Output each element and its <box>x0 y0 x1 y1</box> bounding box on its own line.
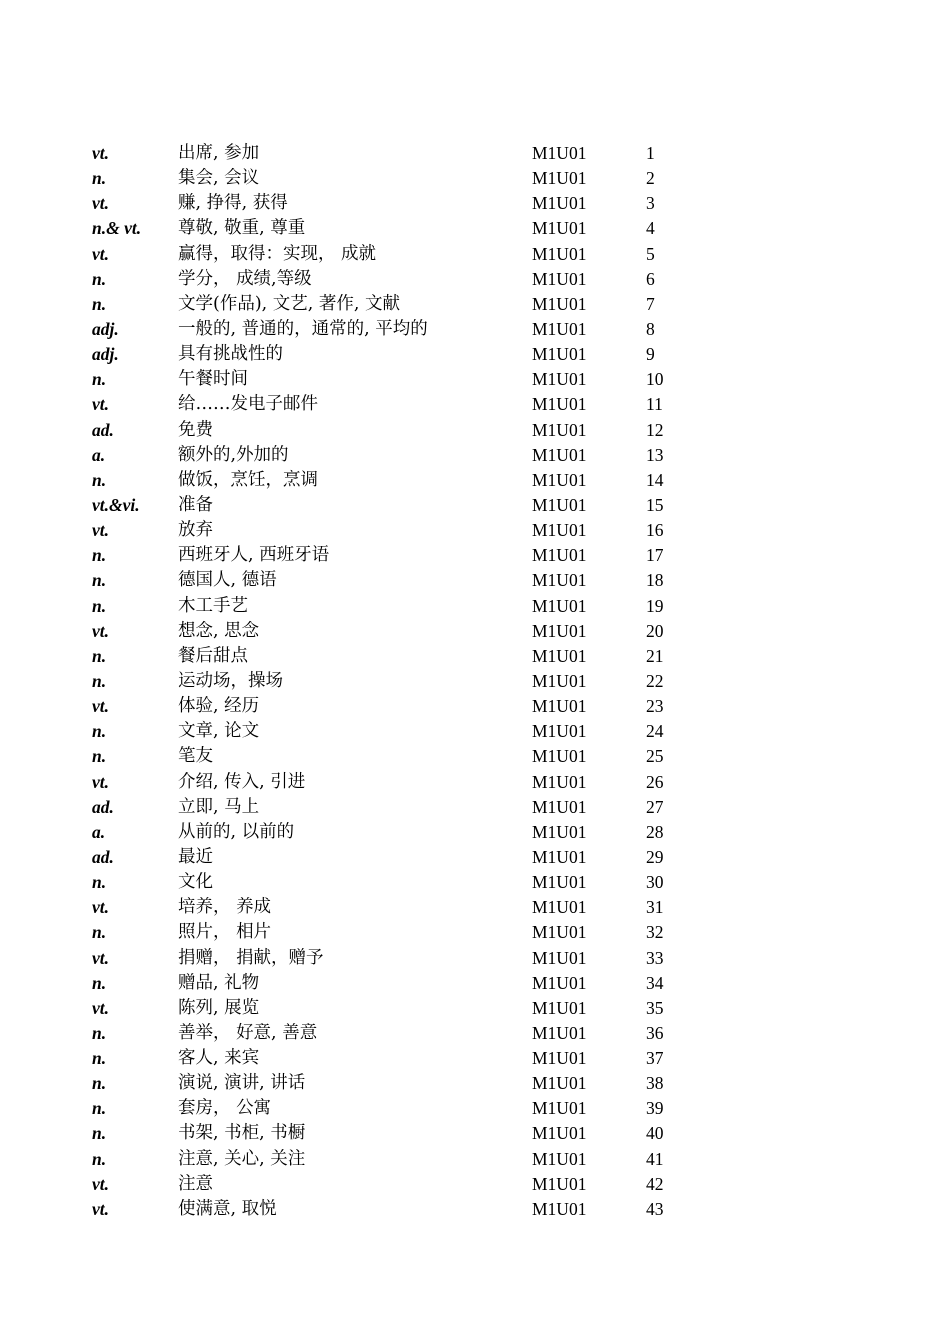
meaning-cell: 运动场，操场 <box>178 670 283 691</box>
row-number-cell: 31 <box>646 897 664 918</box>
unit-cell: M1U01 <box>532 846 587 867</box>
unit-cell: M1U01 <box>532 369 587 390</box>
unit-cell: M1U01 <box>532 821 587 842</box>
meaning-cell: 赢得，取得：实现， 成就 <box>178 243 377 264</box>
unit-cell: M1U01 <box>532 1198 587 1219</box>
part-of-speech-cell: n. <box>92 1123 107 1144</box>
table-row <box>0 795 950 820</box>
part-of-speech-cell: n. <box>92 972 107 993</box>
row-number-cell: 25 <box>646 746 664 767</box>
meaning-cell: 照片， 相片 <box>178 922 272 943</box>
meaning-cell: 善举， 好意, 善意 <box>178 1022 318 1043</box>
part-of-speech-cell: n. <box>92 469 107 490</box>
row-number-cell: 22 <box>646 670 664 691</box>
row-number-cell: 14 <box>646 469 664 490</box>
unit-cell: M1U01 <box>532 268 587 289</box>
row-number-cell: 1 <box>646 143 655 163</box>
meaning-cell: 准备 <box>178 494 213 515</box>
unit-cell: M1U01 <box>532 494 587 515</box>
row-number-cell: 26 <box>646 771 664 792</box>
part-of-speech-cell: vt. <box>92 897 110 918</box>
meaning-cell: 演说, 演讲, 讲话 <box>178 1073 306 1094</box>
part-of-speech-cell: vt. <box>92 520 110 541</box>
part-of-speech-cell: n. <box>92 670 107 691</box>
row-number-cell: 16 <box>646 520 664 541</box>
part-of-speech-cell: n. <box>92 570 107 591</box>
part-of-speech-cell: vt.&vi. <box>92 494 140 515</box>
table-row <box>0 895 950 920</box>
part-of-speech-cell: n. <box>92 746 107 767</box>
meaning-cell: 套房， 公寓 <box>178 1098 272 1119</box>
unit-cell: M1U01 <box>532 1073 587 1094</box>
meaning-cell: 注意 <box>178 1173 213 1194</box>
meaning-cell: 捐赠， 捐献，赠予 <box>178 947 324 968</box>
part-of-speech-cell: vt. <box>92 1198 110 1219</box>
part-of-speech-cell: vt. <box>92 771 110 792</box>
unit-cell: M1U01 <box>532 318 587 339</box>
unit-cell: M1U01 <box>532 545 587 566</box>
unit-cell: M1U01 <box>532 570 587 591</box>
part-of-speech-cell: vt. <box>92 1173 110 1194</box>
row-number-cell: 8 <box>646 318 655 339</box>
meaning-cell: 额外的,外加的 <box>178 444 289 465</box>
meaning-cell: 餐后甜点 <box>178 645 248 666</box>
table-row <box>0 1096 950 1121</box>
meaning-cell: 注意, 关心, 关注 <box>178 1148 306 1169</box>
row-number-cell: 13 <box>646 444 664 465</box>
meaning-cell: 体验, 经历 <box>178 696 260 717</box>
table-row <box>0 1121 950 1146</box>
unit-cell: M1U01 <box>532 796 587 817</box>
row-number-cell: 33 <box>646 947 664 968</box>
table-row <box>0 1021 950 1046</box>
meaning-cell: 给……发电子邮件 <box>178 394 318 415</box>
part-of-speech-cell: ad. <box>92 846 114 867</box>
unit-cell: M1U01 <box>532 922 587 943</box>
vocabulary-table <box>0 141 950 1222</box>
row-number-cell: 27 <box>646 796 664 817</box>
row-number-cell: 17 <box>646 545 664 566</box>
table-row <box>0 820 950 845</box>
meaning-cell: 从前的, 以前的 <box>178 821 295 842</box>
unit-cell: M1U01 <box>532 897 587 918</box>
unit-cell: M1U01 <box>532 1048 587 1069</box>
row-number-cell: 12 <box>646 419 664 440</box>
meaning-cell: 西班牙人, 西班牙语 <box>178 545 330 566</box>
meaning-cell: 免费 <box>178 419 213 440</box>
table-row <box>0 443 950 468</box>
unit-cell: M1U01 <box>532 997 587 1018</box>
meaning-cell: 做饭，烹饪，烹调 <box>178 469 318 490</box>
part-of-speech-cell: n. <box>92 721 107 742</box>
meaning-cell: 陈列, 展览 <box>178 997 260 1018</box>
row-number-cell: 3 <box>646 193 655 214</box>
unit-cell: M1U01 <box>532 947 587 968</box>
row-number-cell: 18 <box>646 570 664 591</box>
part-of-speech-cell: n. <box>92 293 107 314</box>
part-of-speech-cell: vt. <box>92 143 110 163</box>
table-row <box>0 669 950 694</box>
part-of-speech-cell: n. <box>92 369 107 390</box>
table-row <box>0 770 950 795</box>
table-row <box>0 744 950 769</box>
meaning-cell: 午餐时间 <box>178 369 248 390</box>
part-of-speech-cell: vt. <box>92 394 110 415</box>
table-row <box>0 870 950 895</box>
part-of-speech-cell: n. <box>92 595 107 616</box>
table-row <box>0 191 950 216</box>
unit-cell: M1U01 <box>532 1148 587 1169</box>
meaning-cell: 一般的, 普通的，通常的, 平均的 <box>178 318 428 339</box>
unit-cell: M1U01 <box>532 746 587 767</box>
part-of-speech-cell: vt. <box>92 947 110 968</box>
table-row <box>0 644 950 669</box>
part-of-speech-cell: n. <box>92 545 107 566</box>
table-row <box>0 845 950 870</box>
table-row <box>0 518 950 543</box>
unit-cell: M1U01 <box>532 1098 587 1119</box>
meaning-cell: 文章, 论文 <box>178 721 260 742</box>
part-of-speech-cell: vt. <box>92 696 110 717</box>
part-of-speech-cell: vt. <box>92 243 110 264</box>
part-of-speech-cell: n. <box>92 1148 107 1169</box>
row-number-cell: 2 <box>646 168 655 189</box>
part-of-speech-cell: vt. <box>92 997 110 1018</box>
meaning-cell: 德国人, 德语 <box>178 570 277 591</box>
unit-cell: M1U01 <box>532 444 587 465</box>
table-row <box>0 1071 950 1096</box>
table-row <box>0 920 950 945</box>
table-row <box>0 166 950 191</box>
part-of-speech-cell: n. <box>92 1098 107 1119</box>
table-row <box>0 317 950 342</box>
row-number-cell: 5 <box>646 243 655 264</box>
unit-cell: M1U01 <box>532 143 587 163</box>
meaning-cell: 放弃 <box>178 520 213 541</box>
meaning-cell: 书架, 书柜, 书橱 <box>178 1123 306 1144</box>
row-number-cell: 23 <box>646 696 664 717</box>
table-row <box>0 1197 950 1222</box>
unit-cell: M1U01 <box>532 1022 587 1043</box>
part-of-speech-cell: n. <box>92 1048 107 1069</box>
row-number-cell: 19 <box>646 595 664 616</box>
meaning-cell: 介绍, 传入, 引进 <box>178 771 306 792</box>
unit-cell: M1U01 <box>532 696 587 717</box>
row-number-cell: 35 <box>646 997 664 1018</box>
meaning-cell: 笔友 <box>178 746 213 767</box>
unit-cell: M1U01 <box>532 394 587 415</box>
meaning-cell: 文化 <box>178 872 213 893</box>
part-of-speech-cell: ad. <box>92 796 114 817</box>
row-number-cell: 15 <box>646 494 664 515</box>
unit-cell: M1U01 <box>532 972 587 993</box>
row-number-cell: 28 <box>646 821 664 842</box>
meaning-cell: 文学(作品), 文艺, 著作, 文献 <box>178 293 401 314</box>
unit-cell: M1U01 <box>532 670 587 691</box>
table-row <box>0 418 950 443</box>
part-of-speech-cell: n. <box>92 268 107 289</box>
row-number-cell: 41 <box>646 1148 664 1169</box>
unit-cell: M1U01 <box>532 469 587 490</box>
unit-cell: M1U01 <box>532 645 587 666</box>
table-row <box>0 619 950 644</box>
meaning-cell: 立即, 马上 <box>178 796 260 817</box>
unit-cell: M1U01 <box>532 193 587 214</box>
unit-cell: M1U01 <box>532 293 587 314</box>
row-number-cell: 37 <box>646 1048 664 1069</box>
part-of-speech-cell: a. <box>92 821 106 842</box>
part-of-speech-cell: a. <box>92 444 106 465</box>
part-of-speech-cell: ad. <box>92 419 114 440</box>
meaning-cell: 想念, 思念 <box>178 620 260 641</box>
table-row <box>0 971 950 996</box>
table-row <box>0 267 950 292</box>
unit-cell: M1U01 <box>532 771 587 792</box>
row-number-cell: 38 <box>646 1073 664 1094</box>
row-number-cell: 29 <box>646 846 664 867</box>
row-number-cell: 6 <box>646 268 655 289</box>
table-row <box>0 1046 950 1071</box>
meaning-cell: 客人, 来宾 <box>178 1048 260 1069</box>
row-number-cell: 24 <box>646 721 664 742</box>
row-number-cell: 43 <box>646 1198 664 1219</box>
meaning-cell: 培养， 养成 <box>178 897 272 918</box>
table-row <box>0 719 950 744</box>
table-row <box>0 216 950 241</box>
unit-cell: M1U01 <box>532 419 587 440</box>
table-row <box>0 694 950 719</box>
meaning-cell: 赚, 挣得, 获得 <box>178 193 288 214</box>
part-of-speech-cell: n. <box>92 922 107 943</box>
unit-cell: M1U01 <box>532 595 587 616</box>
row-number-cell: 21 <box>646 645 664 666</box>
meaning-cell: 最近 <box>178 846 213 867</box>
table-row <box>0 568 950 593</box>
row-number-cell: 34 <box>646 972 664 993</box>
row-number-cell: 4 <box>646 218 655 239</box>
part-of-speech-cell: n. <box>92 872 107 893</box>
table-row <box>0 367 950 392</box>
row-number-cell: 9 <box>646 344 655 365</box>
row-number-cell: 7 <box>646 293 655 314</box>
meaning-cell: 赠品, 礼物 <box>178 972 260 993</box>
row-number-cell: 30 <box>646 872 664 893</box>
meaning-cell: 出席, 参加 <box>178 143 260 163</box>
row-number-cell: 40 <box>646 1123 664 1144</box>
part-of-speech-cell: adj. <box>92 344 119 365</box>
unit-cell: M1U01 <box>532 344 587 365</box>
unit-cell: M1U01 <box>532 721 587 742</box>
unit-cell: M1U01 <box>532 243 587 264</box>
table-row <box>0 1147 950 1172</box>
row-number-cell: 20 <box>646 620 664 641</box>
unit-cell: M1U01 <box>532 520 587 541</box>
table-row <box>0 468 950 493</box>
table-row <box>0 141 950 166</box>
part-of-speech-cell: vt. <box>92 620 110 641</box>
meaning-cell: 木工手艺 <box>178 595 248 616</box>
part-of-speech-cell: n. <box>92 1073 107 1094</box>
unit-cell: M1U01 <box>532 620 587 641</box>
part-of-speech-cell: n. <box>92 168 107 189</box>
table-row <box>0 543 950 568</box>
meaning-cell: 尊敬, 敬重, 尊重 <box>178 218 306 239</box>
row-number-cell: 36 <box>646 1022 664 1043</box>
part-of-speech-cell: adj. <box>92 318 119 339</box>
meaning-cell: 集会, 会议 <box>178 168 260 189</box>
row-number-cell: 32 <box>646 922 664 943</box>
unit-cell: M1U01 <box>532 168 587 189</box>
unit-cell: M1U01 <box>532 1123 587 1144</box>
table-row <box>0 594 950 619</box>
row-number-cell: 39 <box>646 1098 664 1119</box>
meaning-cell: 具有挑战性的 <box>178 344 283 365</box>
table-row <box>0 493 950 518</box>
meaning-cell: 使满意, 取悦 <box>178 1198 277 1219</box>
table-row <box>0 342 950 367</box>
row-number-cell: 42 <box>646 1173 664 1194</box>
part-of-speech-cell: n. <box>92 645 107 666</box>
meaning-cell: 学分， 成绩,等级 <box>178 268 312 289</box>
unit-cell: M1U01 <box>532 218 587 239</box>
part-of-speech-cell: n. <box>92 1022 107 1043</box>
table-row <box>0 242 950 267</box>
table-row <box>0 292 950 317</box>
table-row <box>0 1172 950 1197</box>
part-of-speech-cell: n.& vt. <box>92 218 142 239</box>
unit-cell: M1U01 <box>532 1173 587 1194</box>
row-number-cell: 11 <box>646 394 663 415</box>
row-number-cell: 10 <box>646 369 664 390</box>
part-of-speech-cell: vt. <box>92 193 110 214</box>
table-row <box>0 392 950 417</box>
unit-cell: M1U01 <box>532 872 587 893</box>
table-row <box>0 996 950 1021</box>
table-row <box>0 946 950 971</box>
